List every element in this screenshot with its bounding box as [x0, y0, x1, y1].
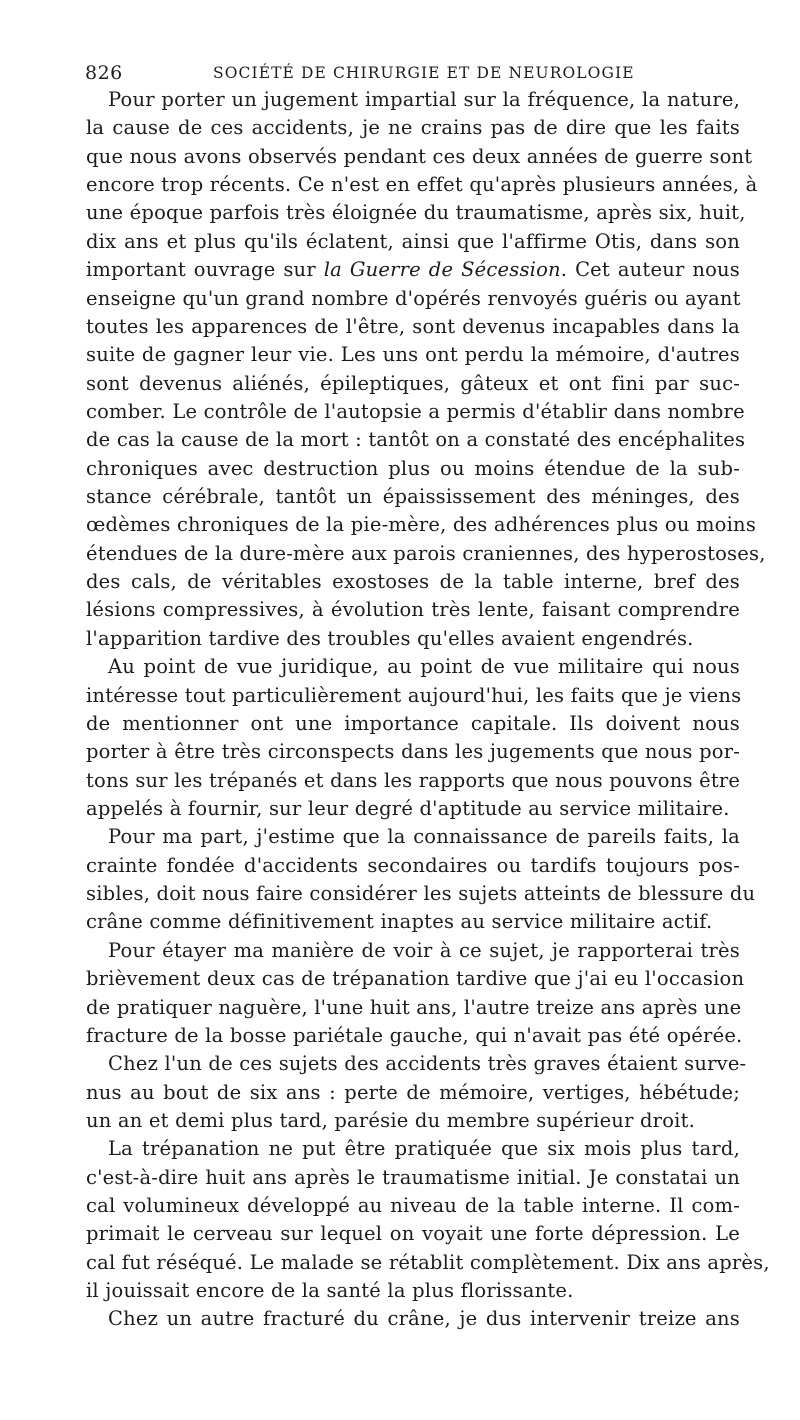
text-line: crainte fondée d'accidents secondaires ou tardifs toujours pos- — [86, 853, 740, 877]
text-line: Chez un autre fracturé du crâne, je dus intervenir treize ans — [108, 1307, 740, 1331]
text-line: suite de gagner leur vie. Les uns ont perdu la mémoire, d'autres — [86, 343, 740, 367]
text-line: stance cérébrale, tantôt un épaississement des méninges, des — [86, 485, 740, 509]
body-text — [86, 86, 770, 1334]
text-line: chroniques avec destruction plus ou moins étendue de la sub- — [86, 456, 740, 480]
text-line: Pour ma part, j'estime que la connaissance de pareils faits, la — [108, 825, 740, 849]
page-header — [85, 62, 740, 88]
text-line: comber. Le contrôle de l'autopsie a permis d'établir dans nombre — [86, 399, 745, 423]
text-line: sibles, doit nous faire considérer les sujets atteints de blessure du — [86, 882, 756, 906]
text-line: fracture de la bosse pariétale gauche, qui n'avait pas été opérée. — [86, 1023, 743, 1047]
text-line: de pratiquer naguère, l'une huit ans, l'autre treize ans après une — [86, 995, 742, 1019]
text-line: enseigne qu'un grand nombre d'opérés renvoyés guéris ou ayant — [86, 286, 741, 310]
text-line: l'apparition tardive des troubles qu'elles avaient engendrés. — [86, 626, 694, 650]
text-line: que nous avons observés pendant ces deux années de guerre sont — [86, 144, 753, 168]
text-line: primait le cerveau sur lequel on voyait une forte dépression. Le — [86, 1222, 740, 1246]
text-line: Au point de vue juridique, au point de vue militaire qui nous — [108, 655, 740, 679]
text-line: un an et demi plus tard, parésie du membre supérieur droit. — [86, 1108, 696, 1132]
text-line: c'est-à-dire huit ans après le traumatisme initial. Je constatai un — [86, 1165, 740, 1189]
text-line: appelés à fournir, sur leur degré d'aptitude au service militaire. — [86, 796, 730, 820]
text-line: La trépanation ne put être pratiquée que six mois plus tard, — [108, 1137, 740, 1161]
text-line: brièvement deux cas de trépanation tardive que j'ai eu l'occasion — [86, 967, 745, 991]
text-line: cal fut réséqué. Le malade se rétablit complètement. Dix ans après, — [86, 1250, 770, 1274]
text-line: de cas la cause de la mort : tantôt on a constaté des encéphalites — [86, 428, 746, 452]
running-head: SOCIÉTÉ DE CHIRURGIE ET DE NEUROLOGIE — [213, 64, 635, 82]
paragraph — [86, 1305, 740, 1333]
text-line: intéresse tout particulièrement aujourd'hui, les faits que je viens — [86, 683, 742, 707]
text-line: Pour porter un jugement impartial sur la fréquence, la nature, — [108, 88, 740, 111]
text-line: étendues de la dure-mère aux parois craniennes, des hyperostoses, — [86, 541, 766, 565]
text-line: cal volumineux développé au niveau de la table interne. Il com- — [86, 1194, 740, 1218]
text-line: encore trop récents. Ce n'est en effet qu'après plusieurs années, à — [86, 173, 758, 197]
text-line: Chez l'un de ces sujets des accidents très graves étaient surve- — [108, 1052, 747, 1076]
paragraph — [86, 1050, 747, 1135]
text-line: Pour étayer ma manière de voir à ce sujet, je rapporterai très — [108, 938, 740, 962]
text-line: porter à être très circonspects dans les jugements que nous por- — [86, 740, 740, 764]
page-number: 826 — [85, 62, 123, 84]
text-line: crâne comme définitivement inaptes au service militaire actif. — [86, 910, 713, 934]
text-line: une époque parfois très éloignée du traumatisme, après six, huit, — [86, 201, 746, 225]
text-line: dix ans et plus qu'ils éclatent, ainsi que l'affirme Otis, dans son — [86, 229, 740, 253]
paragraph — [86, 823, 756, 936]
text-line: il jouissait encore de la santé la plus florissante. — [86, 1279, 574, 1303]
text-line: des cals, de véritables exostoses de la table interne, bref des — [86, 570, 740, 594]
text-line: toutes les apparences de l'être, sont devenus incapables dans la — [86, 314, 740, 338]
text-line: sont devenus aliénés, épileptiques, gâteux et ont fini par suc- — [86, 371, 740, 395]
paragraph — [86, 937, 745, 1050]
text-line: important ouvrage sur la Guerre de Sécession. Cet auteur nous — [86, 258, 741, 282]
text-line: lésions compressives, à évolution très lente, faisant comprendre — [86, 598, 740, 622]
text-line: tons sur les trépanés et dans les rapports que nous pouvons être — [86, 768, 741, 792]
text-line: œdèmes chroniques de la pie-mère, des adhérences plus ou moins — [86, 513, 757, 537]
paragraph — [86, 86, 766, 653]
text-line: de mentionner ont une importance capitale. Ils doivent nous — [86, 711, 740, 735]
paragraph — [86, 1135, 770, 1305]
text-line: nus au bout de six ans : perte de mémoire, vertiges, hébétude; — [86, 1080, 740, 1104]
paragraph — [86, 653, 740, 823]
text-line: la cause de ces accidents, je ne crains pas de dire que les faits — [86, 116, 740, 140]
